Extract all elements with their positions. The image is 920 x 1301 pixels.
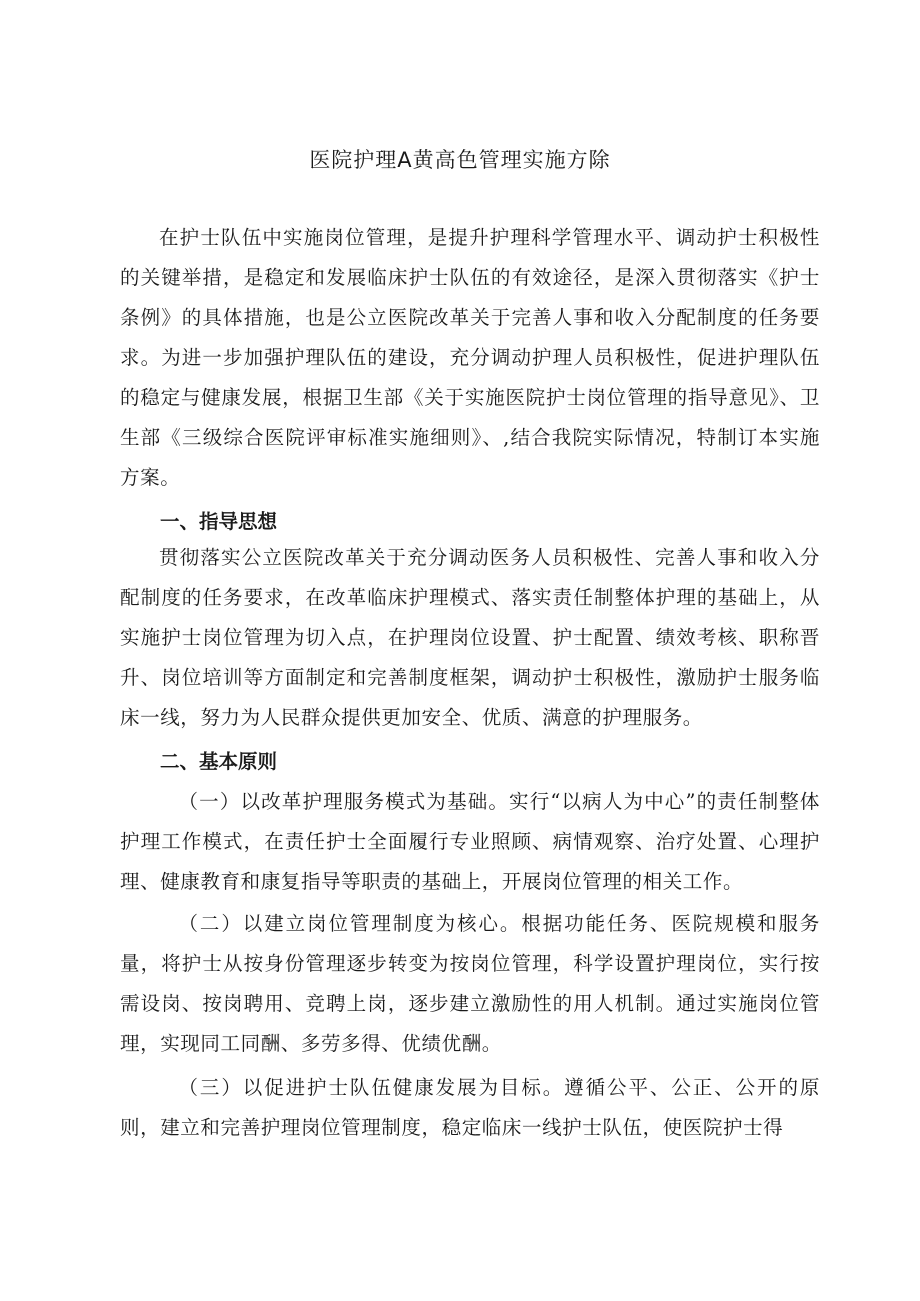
principle-item-1: （一）以改革护理服务模式为基础。实行“以病人为中心”的责任制整体护理工作模式，在责任护士全面履行专业照顾、病情观察、治疗处置、心理护理、健康教育和康复指导等职责的基础上，开展岗位管理的相关工作。 [120, 790, 820, 893]
section-heading-guiding-ideology: 一、指导思想 [160, 510, 278, 533]
principle-item-2: （二）以建立岗位管理制度为核心。根据功能任务、医院规模和服务量，将护士从按身份管理逐步转变为按岗位管理，科学设置护理岗位，实行按需设岗、按岗聘用、竞聘上岗，逐步建立激励性的用人机制。通过实施岗位管理，实现同工同酬、多劳多得、优绩优酬。 [120, 912, 820, 1055]
intro-paragraph: 在护士队伍中实施岗位管理，是提升护理科学管理水平、调动护士积极性的关键举措，是稳定和发展临床护士队伍的有效途径，是深入贯彻落实《护士条例》的具体措施，也是公立医院改革关于完善人事和收入分配制度的任务要求。为进一步加强护理队伍的建设，充分调动护理人员积极性，促进护理队伍的稳定与健康发展，根据卫生部《关于实施医院护士岗位管理的指导意见》、卫生部《三级综合医院评审标准实施细则》、,结合我院实际情况，特制订本实施方案。 [120, 226, 820, 489]
principle-item-3: （三）以促进护士队伍健康发展为目标。遵循公平、公正、公开的原则，建立和完善护理岗位管理制度，稳定临床一线护士队伍，使医院护士得 [120, 1076, 820, 1139]
section-heading-basic-principles: 二、基本原则 [160, 750, 278, 773]
document-title: 医院护理A黄高色管理实施方除 [309, 148, 611, 172]
guiding-ideology-paragraph: 贯彻落实公立医院改革关于充分调动医务人员积极性、完善人事和收入分配制度的任务要求，在改革临床护理模式、落实责任制整体护理的基础上，从实施护士岗位管理为切入点，在护理岗位设置、护士配置、绩效考核、职称晋升、岗位培训等方面制定和完善制度框架，调动护士积极性，激励护士服务临床一线，努力为人民群众提供更加安全、优质、满意的护理服务。 [120, 546, 820, 729]
